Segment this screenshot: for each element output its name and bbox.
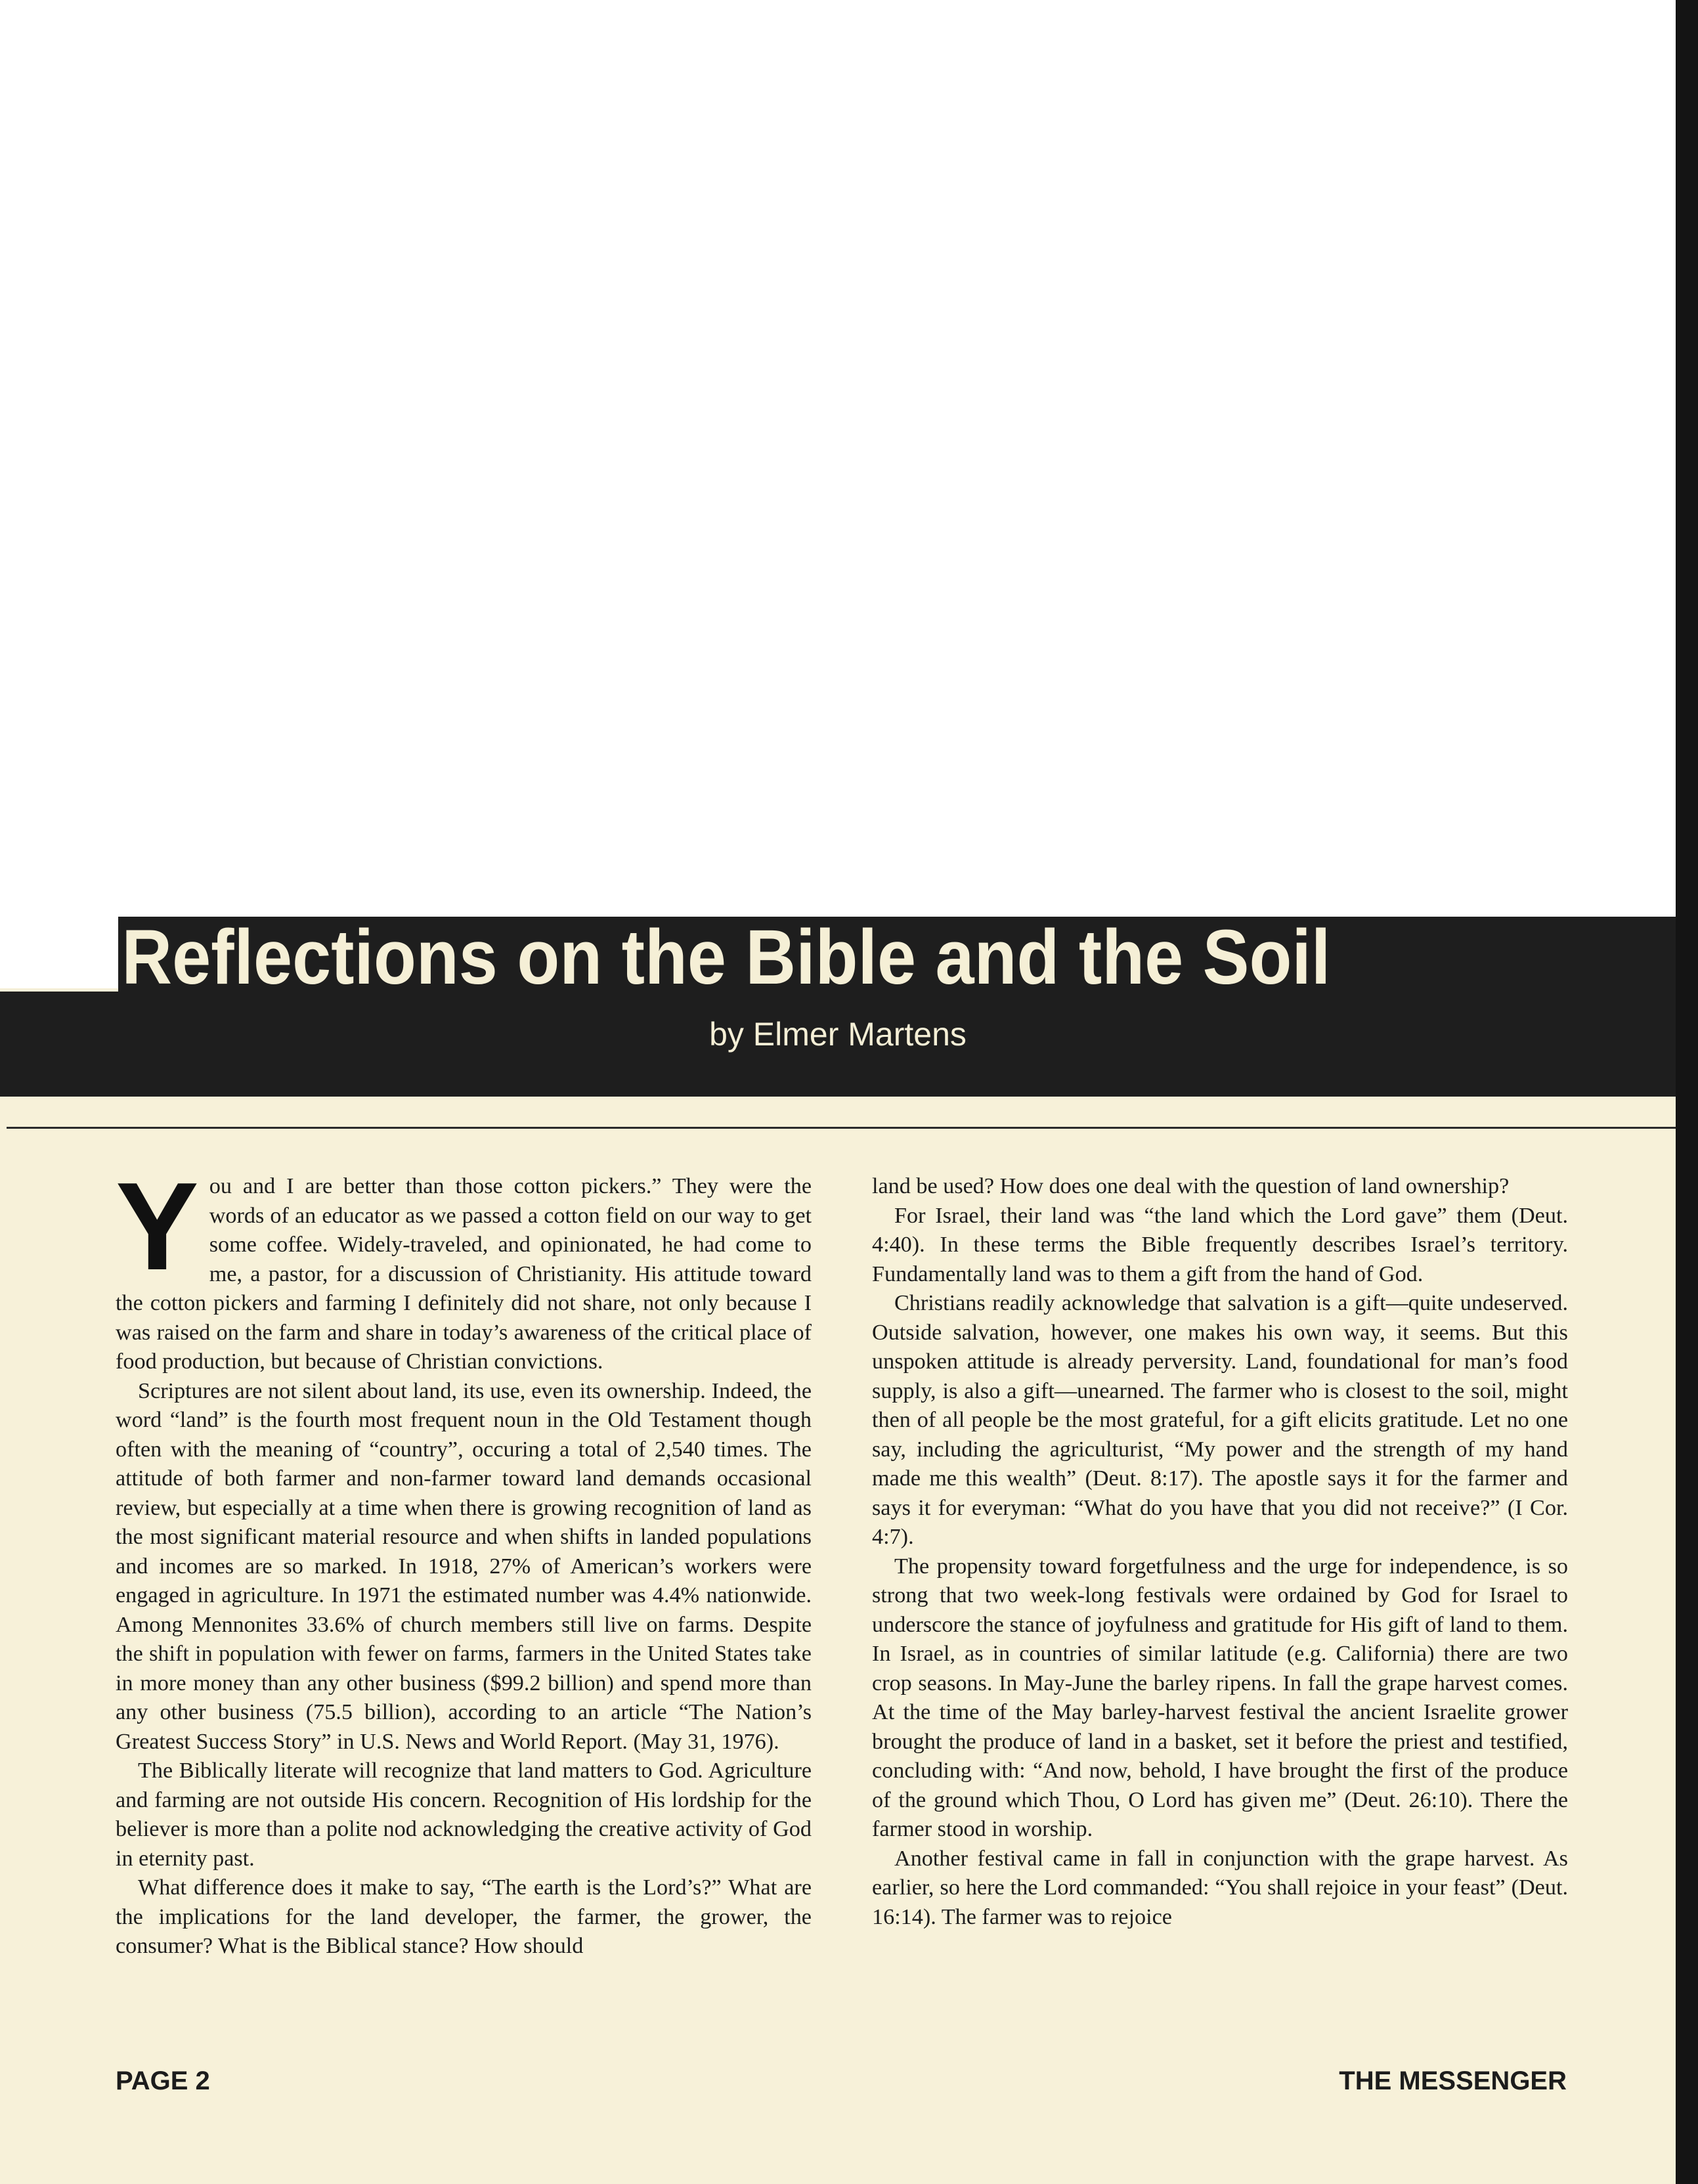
- paragraph: [116, 1172, 812, 1377]
- paragraph: The Biblically literate will recognize that land matters to God. Agriculture and farming are not outside His concern. Recognition of His lordship for the believer is more than a polite nod acknowledging the creative activity of God in eternity past.: [116, 1758, 812, 1871]
- paragraph: land be used? How does one deal with the question of land ownership?: [872, 1174, 1510, 1198]
- paragraph: The propensity toward forgetfulness and the urge for independence, is so strong that two week-long festivals were ordained by God for Israel to underscore the stance of joyfulness and gratitude for His gift of land to them. In Israel, as in countries of similar latitude (e.g. California) there are two crop seasons. In May-June the barley ripens. In fall the grape harvest comes. At the time of the May barley-harvest festival the ancient Israelite grower brought the produce of land in a basket, set it before the priest and testified, concluding with: “And now, behold, I have brought the first of the produce of the ground which Thou, O Lord has given me” (Deut. 26:10). There the farmer stood in worship.: [872, 1554, 1568, 1841]
- paragraph-text: ou and I are better than those cotton pickers.” They were the words of an educator as we passed a cotton field on our way to get some coffee. Widely-traveled, and opinionated, he had come to me, a pastor, for a discussion of Christianity. His attitude toward the cotton pickers and farming I definitely did not share, not only because I was raised on the farm and share in today’s awareness of the critical place of food production, but because of Christian convictions.: [116, 1174, 812, 1374]
- paragraph: What difference does it make to say, “The earth is the Lord’s?” What are the implications for the land developer, the farmer, the grower, the consumer? What is the Biblical stance? How should: [116, 1875, 812, 1958]
- header-rule: [7, 1127, 1676, 1129]
- left-column: [116, 1172, 812, 2049]
- page-number: PAGE 2: [116, 2066, 210, 2095]
- right-column: [872, 1172, 1568, 2049]
- paragraph: Scriptures are not silent about land, its use, even its ownership. Indeed, the word “land” is the fourth most frequent noun in the Old Testament though often with the meaning of “country”, occuring a total of 2,540 times. The attitude of both farmer and non-farmer toward land demands occasional review, but especially at a time when there is growing recognition of land as the most significant material resource and when shifts in landed populations and incomes are so marked. In 1918, 27% of American’s workers were engaged in agriculture. In 1971 the estimated number was 4.4% nationwide. Among Mennonites 33.6% of church members still live on farms. Despite the shift in population with fewer on farms, farmers in the United States take in more money than any other business ($99.2 billion) and spend more than any other business (75.5 billion), according to an article “The Nation’s Greatest Success Story” in U.S. News and World Report. (May 31, 1976).: [116, 1378, 812, 1754]
- article-title: Reflections on the Bible and the Soil: [121, 914, 1331, 1001]
- drop-cap: Y: [116, 1172, 199, 1296]
- publication-name: THE MESSENGER: [1339, 2066, 1567, 2095]
- paragraph: Christians readily acknowledge that salvation is a gift—quite undeserved. Outside salvation, however, one makes his own way, it seems. But this unspoken attitude is already perversity. Land, foundational for man’s food supply, is also a gift—unearned. The farmer who is closest to the soil, might then of all people be the most grateful, for a gift elicits gratitude. Let no one say, including the agriculturist, “My power and the strength of my hand made me this wealth” (Deut. 8:17). The apostle says it for the farmer and says it for everyman: “What do you have that you did not receive?” (I Cor. 4:7).: [872, 1291, 1568, 1549]
- paragraph: Another festival came in fall in conjunction with the grape harvest. As earlier, so here the Lord commanded: “You shall rejoice in your feast” (Deut. 16:14). The farmer was to rejoice: [872, 1846, 1568, 1929]
- paragraph: For Israel, their land was “the land which the Lord gave” them (Deut. 4:40). In these terms the Bible frequently describes Israel’s territory. Fundamentally land was to them a gift from the hand of God.: [872, 1203, 1568, 1286]
- article-byline: by Elmer Martens: [709, 1016, 967, 1053]
- scan-edge: [1676, 0, 1698, 2184]
